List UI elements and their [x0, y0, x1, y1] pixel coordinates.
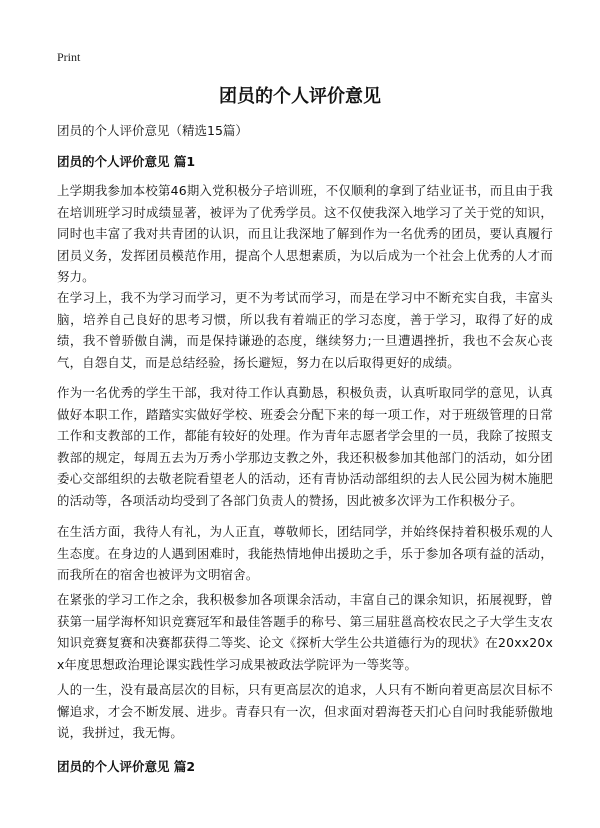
- paragraph-1: 上学期我参加本校第46期入党积极分子培训班，不仅顺利的拿到了结业证书，而且由于我在培训班学习时成绩显著，被评为了优秀学员。这不仅使我深入地学习了关于党的知识，同时也丰富了我对共青团的认识，而且让我深地了解到作为一名优秀的团员，要认真履行团员义务，发挥团员模范作用，提高个人思想素质，为以后成为一个社会上优秀的人才而努力。: [57, 183, 553, 284]
- document-subtitle: 团员的个人评价意见（精选15篇）: [57, 123, 248, 138]
- paragraph-2: 在学习上，我不为学习而学习，更不为考试而学习，而是在学习中不断充实自我，丰富头脑，培养自己良好的思考习惯，所以我有着端正的学习态度，善于学习，取得了好的成绩，我不曾骄傲自满，而是保持谦逊的态度，继续努力;一旦遭遇挫折，我也不会灰心丧气，自怨自艾，而是总结经验，扬长避短，努力在以后取得更好的成绩。: [57, 290, 553, 370]
- paragraph-4: 在生活方面，我待人有礼，为人正直，尊敬师长，团结同学，并始终保持着积极乐观的人生态度。在身边的人遇到困难时，我能热情地伸出援助之手，乐于参加各项有益的活动，而我所在的宿舍也被评为文明宿舍。: [57, 524, 553, 582]
- paragraph-6: 人的一生，没有最高层次的目标，只有更高层次的追求，人只有不断向着更高层次目标不懈追求，才会不断发展、进步。青春只有一次，但求面对碧海苍天扪心自问时我能骄傲地说，我拼过，我无悔。: [57, 682, 553, 740]
- section-heading-2: 团员的个人评价意见 篇2: [57, 759, 196, 774]
- section-heading-1: 团员的个人评价意见 篇1: [57, 154, 196, 169]
- page-title: 团员的个人评价意见: [219, 86, 381, 107]
- print-link[interactable]: Print: [57, 50, 81, 64]
- paragraph-3: 作为一名优秀的学生干部，我对待工作认真勤恳，积极负责，认真听取同学的意见，认真做好本职工作，踏踏实实做好学校、班委会分配下来的每一项工作，对于班级管理的日常工作和支教部的工作，都能有较好的处理。作为青年志愿者学会里的一员，我除了按照支教部的规定，每周五去为万秀小学那边支教之外，我还积极参加其他部门的活动，如分团委心交部组织的去敬老院看望老人的活动，还有青协活动部组织的去人民公园为树木施肥的活动等，各项活动均受到了各部门负责人的赞扬，因此被多次评为工作积极分子。: [57, 385, 553, 508]
- paragraph-5: 在紧张的学习工作之余，我积极参加各项课余活动，丰富自己的课余知识，拓展视野，曾获第一届学海杯知识竞赛冠军和最佳答题手的称号、第三届驻邕高校农民之子大学生支农知识竞赛复赛和决赛都获得二等奖、论文《探析大学生公共道德行为的现状》在20xx20xx年度思想政治理论课实践性学习成果被政法学院评为一等奖等。: [57, 592, 553, 672]
